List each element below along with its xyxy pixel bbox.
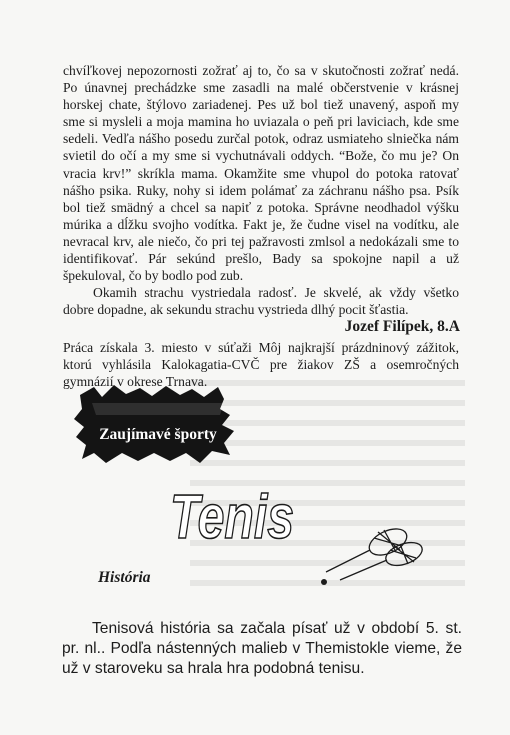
story-paragraph: chvíľkovej nepozornosti zožrať aj to, čo sa v skutočnosti zožrať nedá. Po únavnej prechádzke sme zasadli na malé občerstvenie v krásnej horskej chate, štýlovo zariadenej. Pes už bol tiež unavený, aspoň my sme si mysleli a moja mamina ho uviazala o peň pri laviciach, kde sme sedeli. Vedľa nášho posedu zurčal potok, odraz usmiateho slniečka nám svietil do očí a my sme si vychutnávali oddych. “Bože, čo mu je? On vracia krv!” skríkla mama. Okamžite sme vhupol do potoka ratovať nášho psika. Ruky, nohy si idem polámať za záchranu nášho psa. Psík bol tiež smädný a chcel sa napiť z potoka. Správne neodhadol výšku múrika a dĺžku svojho vodítka. Fakt je, že čudne visel na vodítku, ale nevracal krv, ale niečo, čo pri tej pažravosti zmlsol a nedokázali sme to identifikovať. Pár sekúnd prešlo, Bady sa spokojne napil a už špekuloval, čo by bodlo pod zub. (63, 63, 459, 284)
section-banner-label: Zaujímavé športy (99, 426, 217, 443)
article-title: Tenis (170, 483, 294, 552)
story-paragraph-closing: Okamih strachu vystriedala radosť. Je skvelé, ak vždy všetko dobre dopadne, ak sekundu strachu vystrieda dlhý pocit šťastia. (63, 285, 459, 318)
story-text (63, 62, 459, 318)
brush-banner-shape (74, 385, 242, 465)
tennis-rackets-icon (318, 520, 428, 595)
section-subheading: História (98, 569, 151, 586)
article-title-graphic (168, 480, 298, 550)
author-signature: Jozef Filípek, 8.A (344, 318, 460, 335)
section-banner (74, 385, 242, 465)
intro-paragraph: Tenisová história sa začala písať už v období 5. st. pr. nl.. Podľa nástenných malieb v Themistokle vieme, že už v staroveku sa hrala hra podobná tenisu. (62, 620, 462, 677)
award-note: Práca získala 3. miesto v súťaži Môj najkrajší prázdninový zážitok, ktorú vyhlásila Kalokagatia-CVČ pre žiakov ZŠ a osemročných gymnázií v okrese Trnava. (63, 340, 459, 390)
